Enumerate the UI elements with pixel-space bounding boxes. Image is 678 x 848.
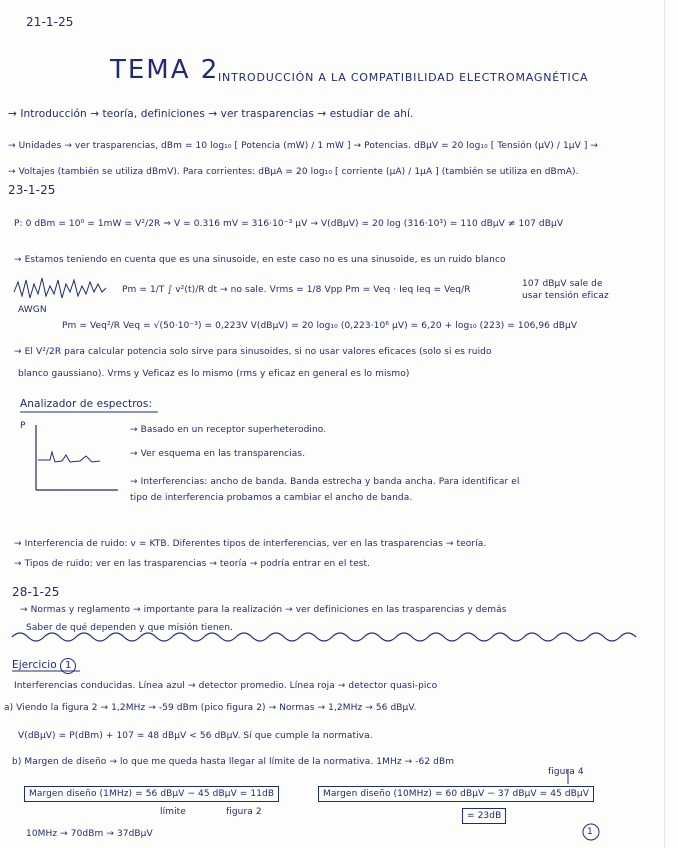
exercise-heading [12,658,76,674]
analyzer-bullet-3b: tipo de interferencia probamos a cambiar el ancho de banda. [130,493,413,503]
note-part-b: b) Margen de diseño → lo que me queda hasta llegar al límite de la normativa. 1MHz → -62 dBm [12,757,455,767]
note-units: → Unidades → ver trasparencias, dBm = 10 log₁₀ [ Potencia (mW) / 1 mW ] → Potencias. dBμV = 20 log₁₀ [ Tensión (μV) / 1μV ] → [8,141,599,151]
label-figura2: figura 2 [226,807,262,817]
note-voltage-check: V(dBμV) = P(dBm) + 107 = 48 dBμV < 56 dBμV. Sí que cumple la normativa. [18,731,373,741]
design-margin-result: = 23dB [462,808,506,824]
label-limite: límite [160,807,186,817]
label-figura4: figura 4 [548,767,584,777]
note-intro: → Introducción → teoría, definiciones → ver trasparencias → estudiar de ahí. [8,108,414,120]
axis-p: P [20,421,26,431]
label-awgn: AWGN [18,305,47,315]
note-noise-types: → Tipos de ruido: ver en las trasparencias → teoría → podría entrar en el test. [14,559,371,569]
exercise-number: 1 [60,658,76,674]
date-2: 23-1-25 [8,183,56,197]
design-margin-1mhz: Margen diseño (1MHz) = 56 dBμV − 45 dBμV = 11dB [24,786,279,802]
note-sinusoid: → Estamos teniendo en cuenta que es una sinusoide, en este caso no es una sinusoide, es un ruido blanco [14,255,506,265]
note-veq: Pm = Veq²/R Veq = √(50·10⁻³) = 0,223V V(dBμV) = 20 log₁₀ (0,223·10⁶ μV) = 6,20 + log₁₀ (223) = 106,96 dBμV [62,321,578,331]
note-pm: Pm = 1/T ∫ v²(t)/R dt → no sale. Vrms = 1/8 Vpp Pm = Veq · Ieq Ieq = Veq/R [122,285,471,295]
note-effective-2: blanco gaussiano). Vrms y Veficaz es lo mismo (rms y eficaz en general es lo mismo) [18,369,410,379]
note-voltages: → Voltajes (también se utiliza dBmV). Para corrientes: dBμA = 20 log₁₀ [ corriente (μA) / 1μA ] (también se utiliza en dBmA). [8,167,579,177]
date-1: 21-1-25 [26,15,74,29]
note-interferences: Interferencias conducidas. Línea azul → detector promedio. Línea roja → detector quasi-pico [14,681,438,691]
date-3: 28-1-25 [12,585,60,599]
note-norms: → Normas y reglamento → importante para la realización → ver definiciones en las trasparencias y demás [20,605,507,615]
analyzer-bullet-2: → Ver esquema en las transparencias. [130,449,306,459]
page-title: TEMA 2 [110,55,220,85]
page-subtitle: INTRODUCCIÓN A LA COMPATIBILIDAD ELECTROMAGNÉTICA [218,71,589,84]
note-10mhz: 10MHz → 70dBm → 37dBμV [26,829,153,839]
exercise-label: Ejercicio [12,659,57,671]
note-power-calc: P: 0 dBm = 10⁰ = 1mW = V²/2R ⇒ V = 0.316 mV = 316·10⁻³ μV → V(dBμV) = 20 log (316·10³) = 110 dBμV ≠ 107 dBμV [14,219,564,229]
analyzer-bullet-3: → Interferencias: ancho de banda. Banda estrecha y banda ancha. Para identificar el [130,477,520,487]
section-analyzer: Analizador de espectros: [20,398,153,410]
note-norms-2: Saber de qué dependen y que misión tienen. [26,623,234,633]
design-margin-10mhz: Margen diseño (10MHz) = 60 dBμV − 37 dBμV = 45 dBμV [318,786,594,802]
page-number: 1 [587,827,593,837]
analyzer-bullet-1: → Basado en un receptor superheterodino. [130,425,327,435]
note-part-a: a) Viendo la figura 2 → 1,2MHz → -59 dBm (pico figura 2) → Normas → 1,2MHz → 56 dBμV. [4,703,417,713]
note-noise-interference: → Interferencia de ruido: v = KTB. Diferentes tipos de interferencias, ver en las trasparencias → teoría. [14,539,487,549]
note-107: 107 dBμV sale de usar tensión eficaz [522,279,609,301]
note-effective: → El V²/2R para calcular potencia solo sirve para sinusoides, si no usar valores eficaces (solo si es ruido [14,347,492,357]
